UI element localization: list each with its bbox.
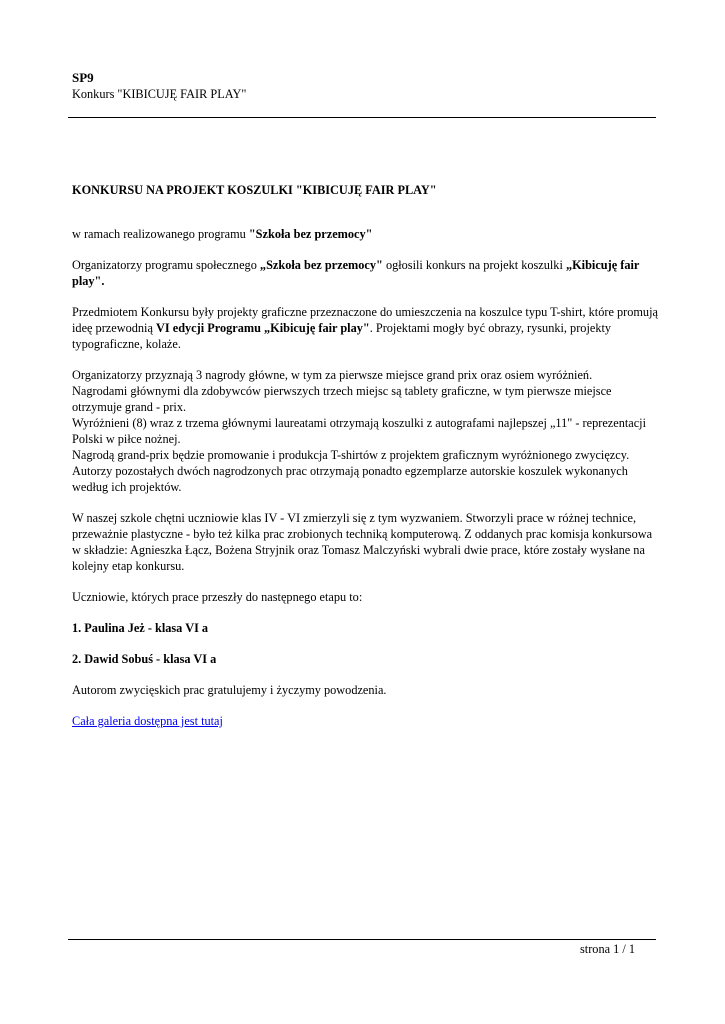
prize-line: Autorzy pozostałych dwóch nagrodzonych prac otrzymają ponadto egzemplarze autorskie koszulek wykonanych według ich projektów. [72, 464, 628, 494]
text: w ramach realizowanego programu [72, 227, 249, 241]
gallery-link[interactable]: Cała galeria dostępna jest tutaj [72, 714, 223, 728]
program-name: „Szkoła bez przemocy" [259, 258, 383, 272]
paragraph-school: W naszej szkole chętni uczniowie klas IV - VI zmierzyli się z tym wyzwaniem. Stworzyli prace w różnej technice, przeważnie plastyczne - było też kilka prac zrobionych techniką komputerową. Z oddanych prac komisja konkursowa w składzie: Agnieszka Łącz, Bożena Stryjnik oraz Tomasz Malczyński wybrali dwie prace, które zostały wysłane na kolejny etap konkursu. [72, 511, 653, 573]
site-subtitle: Konkurs "KIBICUJĘ FAIR PLAY" [72, 87, 247, 101]
paragraph-program [72, 226, 662, 242]
header-divider [68, 117, 656, 118]
paragraph-qualified: Uczniowie, których prace przeszły do następnego etapu to: [72, 590, 363, 604]
prize-line: Organizatorzy przyznają 3 nagrody główne, w tym za pierwsze miejsce grand prix oraz osiem wyróżnień. [72, 368, 593, 382]
prize-line: Nagrodą grand-prix będzie promowanie i produkcja T-shirtów z projektem graficznym wyróżnionego zwycięzcy. [72, 448, 630, 462]
page-number: strona 1 / 1 [580, 942, 635, 956]
paragraph-organizers [72, 257, 662, 289]
paragraph-prizes [72, 367, 662, 495]
page-header [72, 70, 246, 102]
edition-name: VI edycji Programu „Kibicuję fair play" [156, 321, 370, 335]
footer-divider [68, 939, 656, 940]
winner-item: 1. Paulina Jeż - klasa VI a [72, 621, 209, 635]
contest-name: „Kibicuję fair play". [72, 258, 640, 288]
paragraph-congrats: Autorom zwycięskich prac gratulujemy i życzymy powodzenia. [72, 683, 387, 697]
text: Przedmiotem Konkursu były projekty graficzne przeznaczone do umieszczenia na koszulce typu T-shirt, które promują ideę przewodnią [72, 305, 658, 335]
paragraph-subject [72, 304, 662, 352]
text: . Projektami mogły być obrazy, rysunki, projekty typograficzne, kolaże. [72, 321, 612, 351]
prize-line: Wyróżnieni (8) wraz z trzema głównymi laureatami otrzymają koszulki z autografami najlepszej „11" - reprezentacji Polski w piłce nożnej. [72, 416, 647, 446]
site-name: SP9 [72, 70, 94, 85]
winner-item: 2. Dawid Sobuś - klasa VI a [72, 652, 217, 666]
article-title: KONKURSU NA PROJEKT KOSZULKI "KIBICUJĘ FAIR PLAY" [72, 183, 437, 197]
text: Organizatorzy programu społecznego [72, 258, 260, 272]
program-name: "Szkoła bez przemocy" [248, 227, 373, 241]
article-body [72, 182, 662, 744]
text: ogłosili konkurs na projekt koszulki [382, 258, 566, 272]
prize-line: Nagrodami głównymi dla zdobywców pierwszych trzech miejsc są tablety graficzne, w tym pierwsze miejsce otrzymuje grand - prix. [72, 384, 612, 414]
